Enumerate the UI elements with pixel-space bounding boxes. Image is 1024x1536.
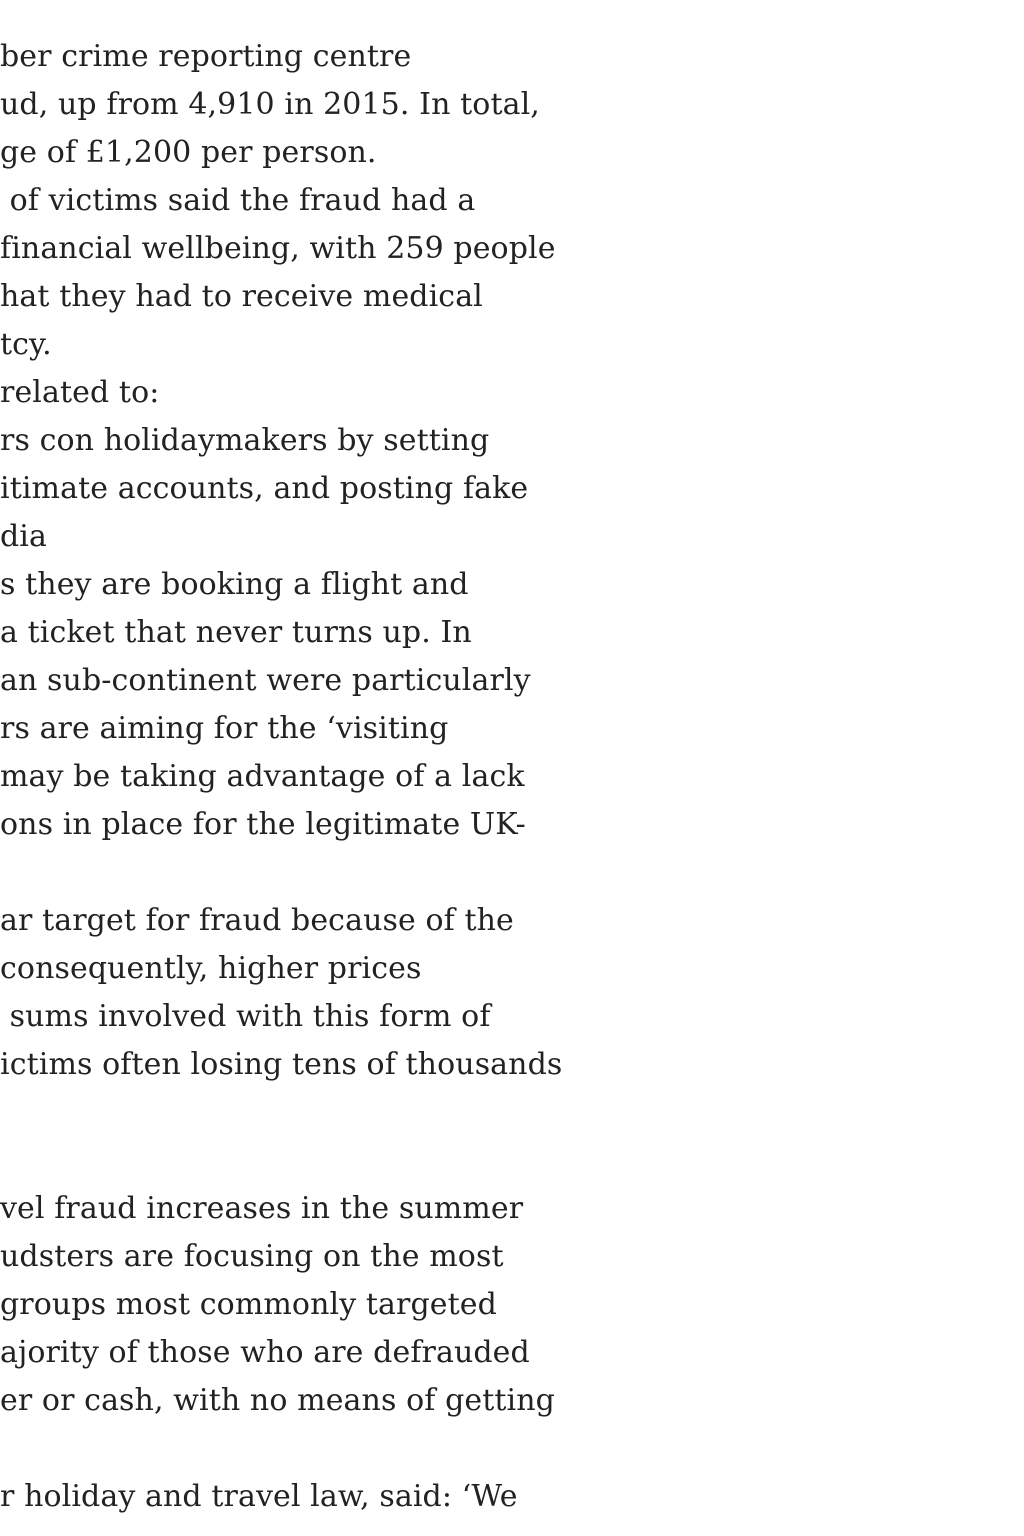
text-line: er or cash, with no means of getting xyxy=(0,1383,555,1418)
text-line: may be taking advantage of a lack xyxy=(0,759,525,794)
text-line: ar target for fraud because of the xyxy=(0,903,514,938)
text-line: ajority of those who are defrauded xyxy=(0,1335,530,1370)
text-line: ud, up from 4,910 in 2015. In total, xyxy=(0,87,540,122)
text-line: of victims said the fraud had a xyxy=(0,183,476,218)
text-line: rs con holidaymakers by setting xyxy=(0,423,490,458)
text-line: s they are booking a flight and xyxy=(0,567,469,602)
text-line: an sub-continent were particularly xyxy=(0,663,531,698)
text-line: tcy. xyxy=(0,327,52,362)
text-line: financial wellbeing, with 259 people xyxy=(0,231,556,266)
text-line: ictims often losing tens of thousands xyxy=(0,1047,563,1082)
text-line: groups most commonly targeted xyxy=(0,1287,497,1322)
text-line: ge of £1,200 per person. xyxy=(0,135,377,170)
text-line: ber crime reporting centre xyxy=(0,39,412,74)
text-line: sums involved with this form of xyxy=(0,999,491,1034)
text-line: consequently, higher prices xyxy=(0,951,422,986)
text-line: vel fraud increases in the summer xyxy=(0,1191,524,1226)
text-line: related to: xyxy=(0,375,160,410)
text-line: a ticket that never turns up. In xyxy=(0,615,472,650)
text-line: rs are aiming for the ‘visiting xyxy=(0,711,449,746)
text-line: r holiday and travel law, said: ‘We xyxy=(0,1479,518,1514)
text-line: dia xyxy=(0,519,47,554)
text-line: udsters are focusing on the most xyxy=(0,1239,504,1274)
text-line: hat they had to receive medical xyxy=(0,279,483,314)
text-line: ons in place for the legitimate UK- xyxy=(0,807,526,842)
text-line: itimate accounts, and posting fake xyxy=(0,471,529,506)
